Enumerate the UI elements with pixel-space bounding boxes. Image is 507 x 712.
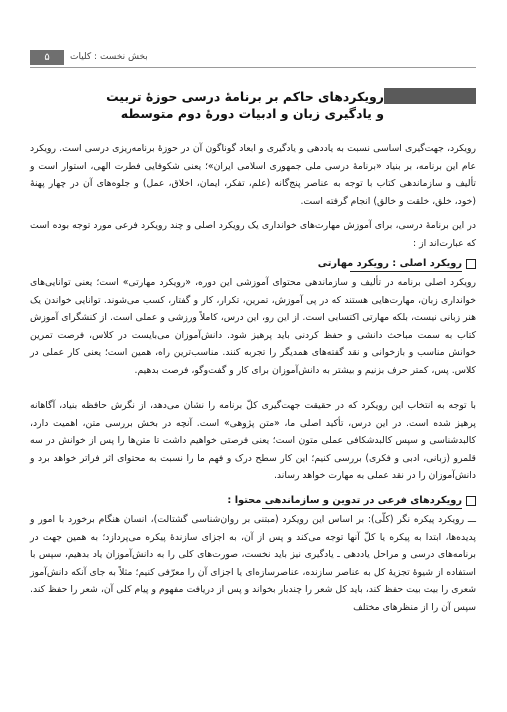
section-heading-sub — [30, 493, 476, 509]
chapter-title-block — [30, 88, 476, 124]
checkbox-bullet-icon — [466, 496, 476, 506]
title-accent-bar — [384, 88, 476, 104]
main-approach-paragraph: رویکرد اصلی برنامه در تألیف و سازماندهی محتوای آموزشی این دوره، «رویکرد مهارتی» است؛ یعنی توانایی‌های خوانداری زبان، مهارت‌هایی هستند که در پی آموزش، تمرین، تکرار، کار و گفتار، کسب می‌شوند. توانایی خواندن یک هنر زبانی نیست، بلکه مهارتی اکتسابی است. از این رو، این درس، کاملاً ورزشی و عملی است. از کنشگرای آموزش کتاب به سمت مباحث دانشی و حفظ کردنی باید پرهیز شود. دانش‌آموزان می‌بایست در کلاس، فرصت تمرین خوانش مناسب و بازخوانی و نقد گفته‌های همدیگر را تجربه کنند. مناسب‌ترین راه، همین است؛ یعنی کار عملی در کلاس. پس، کمتر حرف بزنیم و بیشتر به دانش‌آموزان برای کار و گفت‌وگو، فرصت بدهیم. — [30, 277, 476, 376]
skills-intro-paragraph: در این برنامهٔ درسی، برای آموزش مهارت‌های خوانداری یک رویکرد اصلی و چند رویکرد فرعی مورد توجه بوده است که عبارت‌اند از : — [30, 220, 476, 249]
section-underline — [262, 508, 462, 509]
section-underline — [350, 271, 462, 272]
running-title: بخش نخست : کلیات — [70, 52, 148, 62]
header-rule — [30, 67, 476, 68]
chapter-title-line2: و یادگیری زبان و ادبیات دورهٔ دوم متوسطه — [120, 106, 384, 121]
holistic-approach-paragraph: ـــ رویکرد پیکره نگر (کلّی): بر اساس این رویکرد (مبتنی بر روان‌شناسی گشتالت)، انسان هنگام برخورد با امور و پدیده‌ها، ابتدا به پیکره یا کلّ آنها توجه می‌کند و پس از آن، به اجزای سازندهٔ پیکره می‌پردازد؛ به همین جهت در برنامه‌های درسی و مراحل یاددهی ـ یادگیری نیز باید نخست، صورت‌های کلی را به دانش‌آموزان یاد بدهیم، سپس با استفاده از شیوهٔ تجزیهٔ کل به عناصر سازنده، عناصرسازه‌ای یا اجزای آن را معرّفی کنیم؛ مثلاً به جای آنکه دانش‌آموز شعری را بیت بیت حفظ کند، باید کل شعر را چندبار بخواند و پس از دریافت مفهوم و پیام کلی آن، شعر را حفظ کند. سپس آن را از منظرهای مختلف — [30, 514, 476, 613]
section-heading-main-text: رویکرد اصلی : رویکرد مهارتی — [317, 258, 462, 269]
checkbox-bullet-icon — [466, 259, 476, 269]
chapter-title-line1: رویکردهای حاکم بر برنامهٔ درسی حوزهٔ تربیت — [106, 89, 384, 104]
chapter-title — [64, 88, 384, 122]
intro-paragraph: رویکرد، جهت‌گیری اساسی نسبت به یاددهی و یادگیری و ابعاد گوناگون آن در حوزهٔ برنامه‌ریزی درسی است. رویکرد عام این برنامه، بر بنیاد «برنامهٔ درسی ملی جمهوری اسلامی ایران»؛ یعنی شکوفایی فطرت الهی، استوار است و تألیف و سازماندهی کتاب با توجه به عناصر پنج‌گانه (علم، تفکر، ایمان، اخلاق، عمل) و جلوه‌های آن در چهار پهنهٔ (خود، خلق، خلقت و خالق) انجام گرفته است. — [30, 143, 476, 207]
section-heading-sub-text: رویکردهای فرعی در تدوین و سازماندهی محتوا : — [227, 495, 462, 506]
page-number: ۵ — [30, 50, 64, 65]
section-heading-main — [30, 256, 476, 272]
running-head — [0, 50, 148, 65]
choice-paragraph: با توجه به انتخاب این رویکرد که در حقیقت جهت‌گیری کلّ برنامه را نشان می‌دهد، از نگرش حافظه بنیاد، آگاهانه پرهیز شده است. در این درس، تأکید اصلی ما، «متن پژوهی» است. آنچه در بخش بررسی متن، اهمیت دارد، کالبدشناسی و سپس کالبدشکافی عملی متون است؛ یعنی فرصتی خواهیم داشت تا متن‌ها را پس از خوانش در سه قلمرو (زبانی، ادبی و فکری) بررسی کنیم؛ این کار سطح درک و فهم ما را نسبت به محتوای اثر فراتر خواهد برد و دانش‌آموزان را در نقد عملی به مهارت خواهد رساند. — [30, 400, 476, 482]
